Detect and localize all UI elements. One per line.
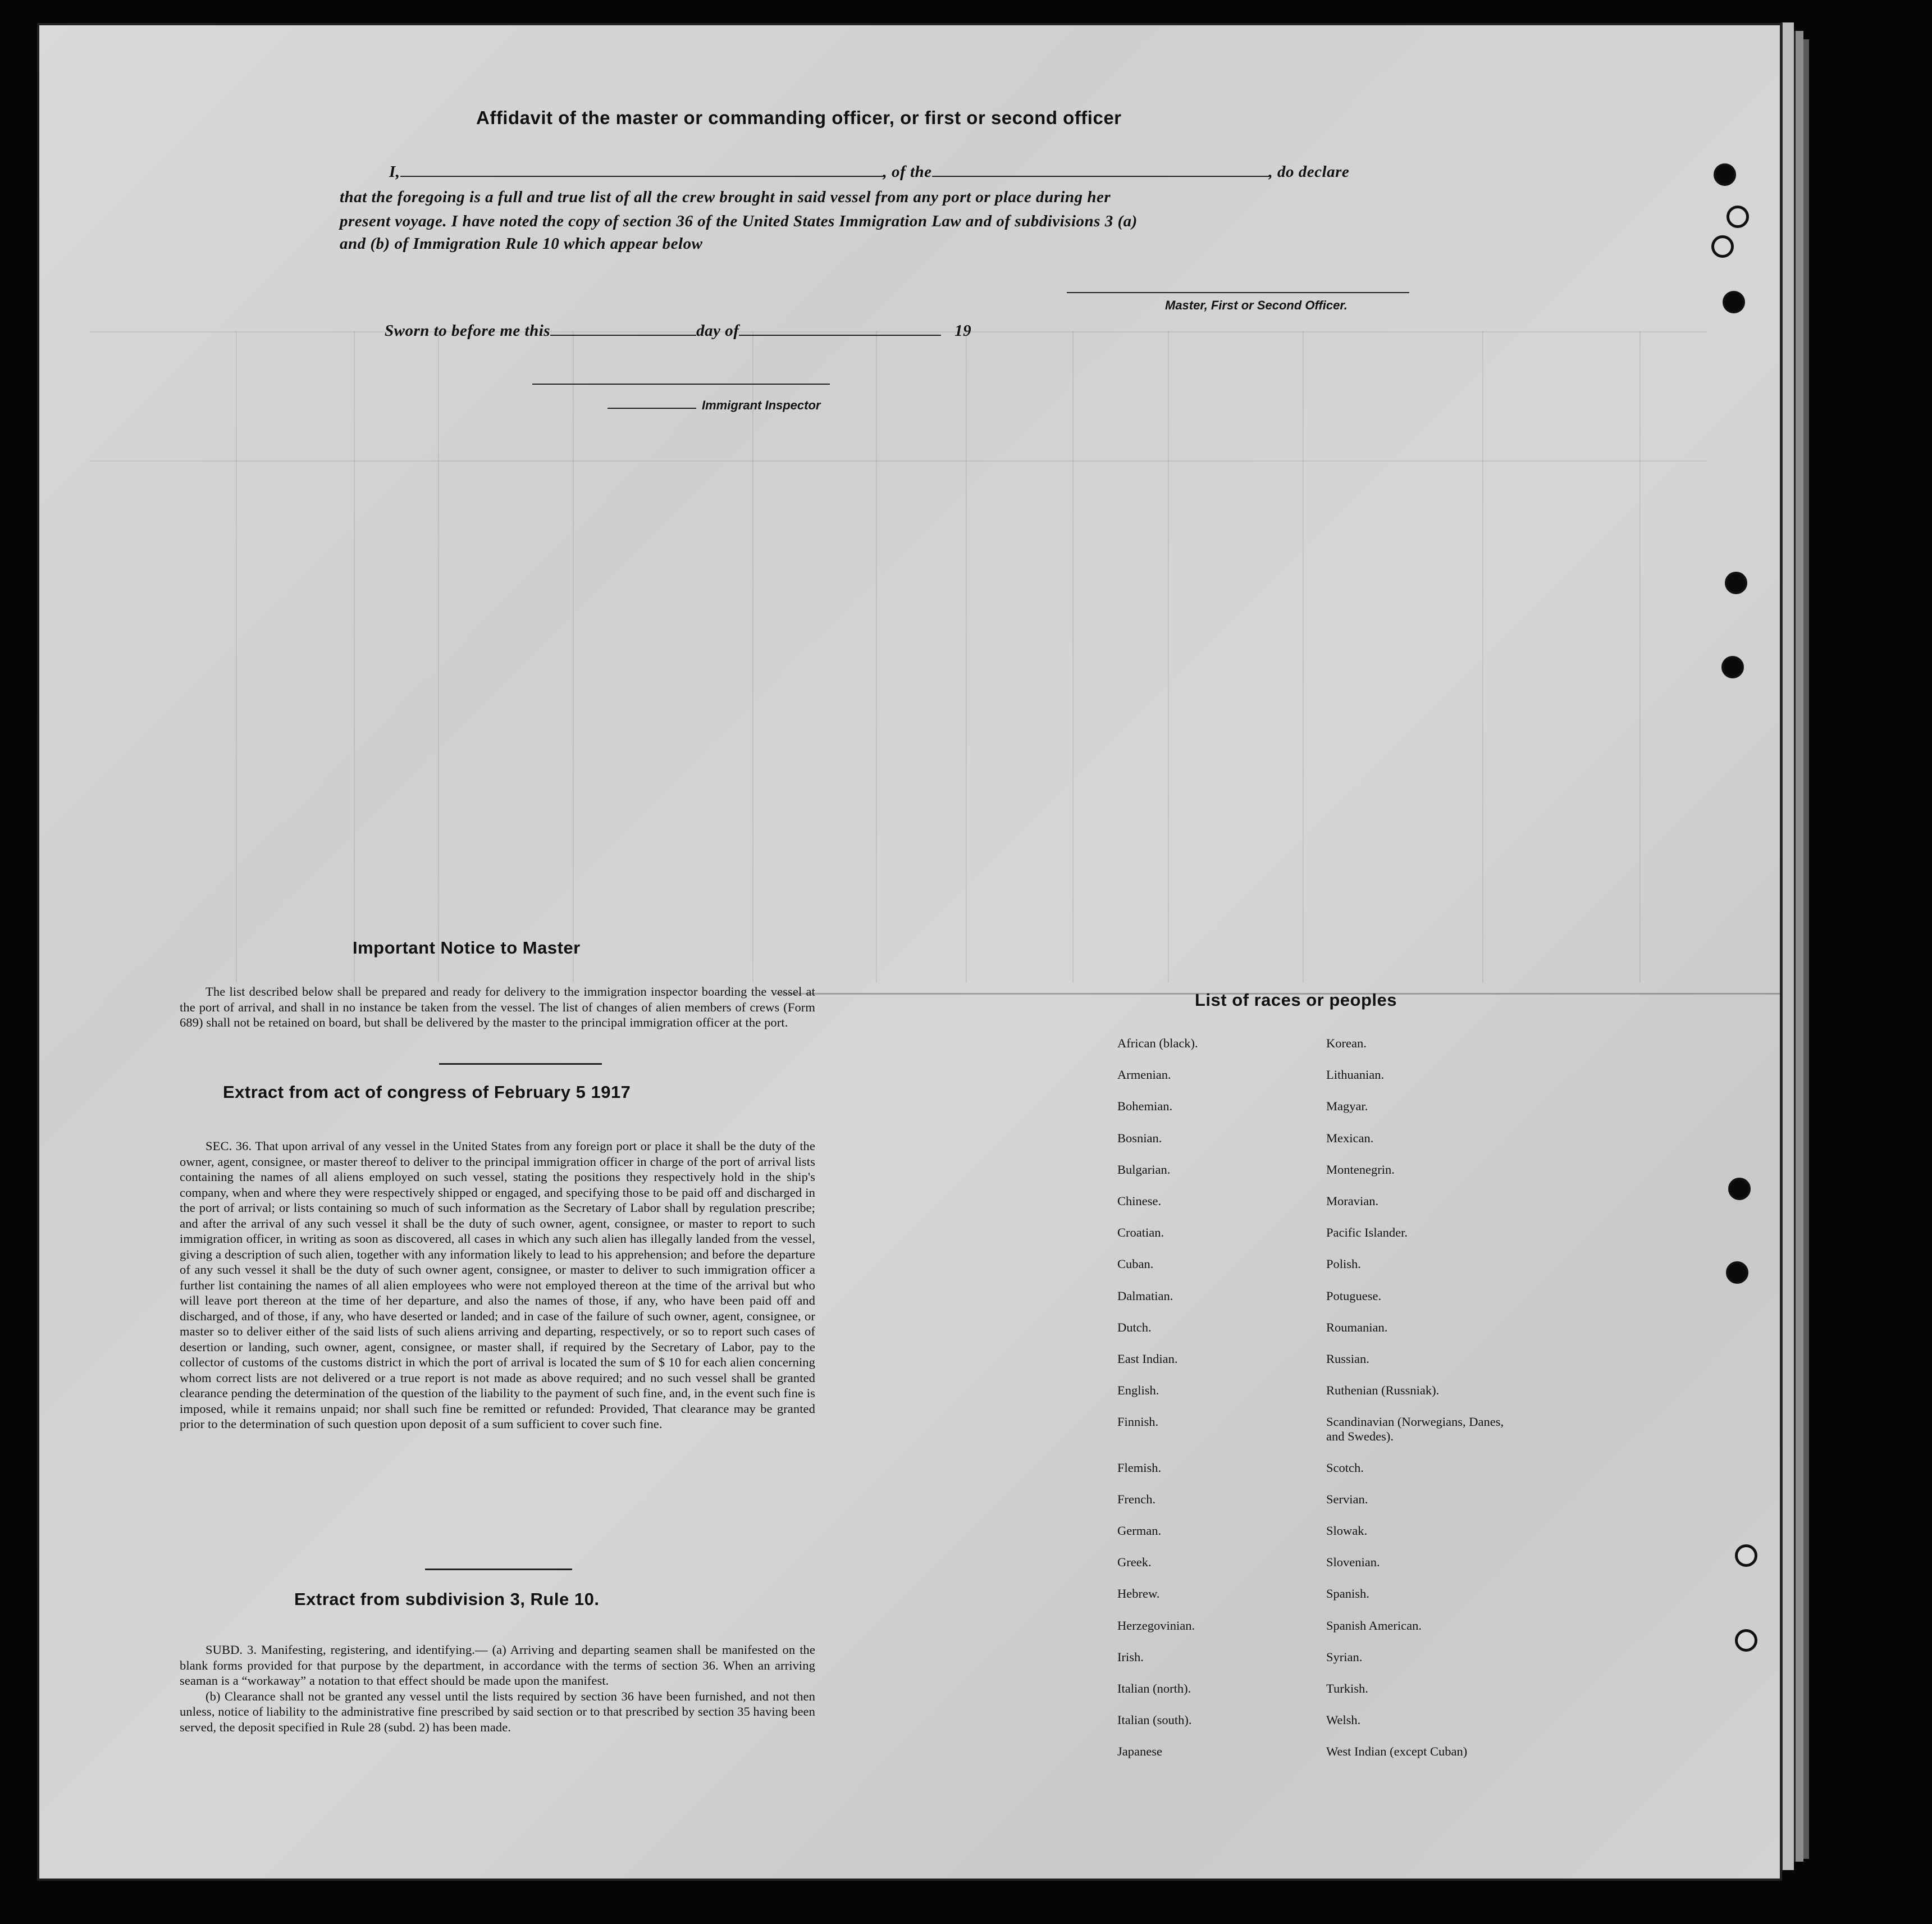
sworn-month-blank[interactable] <box>739 322 941 336</box>
race-item: Japanese <box>1117 1744 1162 1759</box>
race-item: Greek. <box>1117 1555 1152 1570</box>
race-item: Irish. <box>1117 1649 1144 1664</box>
affidavit-declare: , do declare <box>1268 163 1350 181</box>
act-extract-title: Extract from act of congress of February 5 1917 <box>223 1082 631 1102</box>
race-item: East Indian. <box>1117 1352 1178 1366</box>
race-item: Roumanian. <box>1326 1320 1388 1334</box>
affidavit-text-line: that the foregoing is a full and true list of all the crew brought in said vessel from any port or place during her <box>340 188 1111 206</box>
race-item: Ruthenian (Russniak). <box>1326 1383 1440 1398</box>
bleed-through-grid <box>90 331 1707 983</box>
master-signature-line[interactable] <box>1067 292 1409 293</box>
race-item: Moravian. <box>1326 1194 1379 1208</box>
race-item: Turkish. <box>1326 1681 1368 1695</box>
race-item: Finnish. <box>1117 1415 1159 1429</box>
rule-subd-b: (b) Clearance shall not be granted any vessel until the lists required by section 36 have been furnished, and not then unless, notice of liability to the administrative fine prescribed by said section or to that prescribed by section 35 having been served, the deposit specified in Rule 28 (subd. 2) has been made. <box>180 1689 815 1734</box>
race-item: Bosnian. <box>1117 1130 1162 1145</box>
inspector-signature-line[interactable] <box>608 408 696 409</box>
race-item: Korean. <box>1326 1036 1367 1050</box>
race-item: Herzegovinian. <box>1117 1618 1195 1633</box>
binder-hole <box>1726 1261 1748 1284</box>
affidavit-text-line: present voyage. I have noted the copy of section 36 of the United States Immigration Law and of subdivisions 3 (a) <box>340 212 1138 230</box>
race-item: African (black). <box>1117 1036 1198 1050</box>
vessel-blank[interactable] <box>932 163 1269 177</box>
section-divider <box>439 1063 602 1065</box>
race-item: Polish. <box>1326 1257 1361 1271</box>
sworn-prefix: Sworn to before me this <box>385 322 551 340</box>
race-item: Armenian. <box>1117 1068 1171 1082</box>
affidavit-of-the: , of the <box>883 163 932 181</box>
race-item: Bohemian. <box>1117 1099 1173 1114</box>
race-item: Italian (south). <box>1117 1713 1192 1727</box>
race-item: Pacific Islander. <box>1326 1225 1408 1240</box>
race-item: Slovenian. <box>1326 1555 1380 1570</box>
sworn-day-of: day of <box>696 322 739 340</box>
notice-title: Important Notice to Master <box>353 938 581 958</box>
rule-extract-title: Extract from subdivision 3, Rule 10. <box>294 1589 600 1609</box>
race-item: Scandinavian (Norwegians, Danes, and Swedes). <box>1326 1415 1504 1444</box>
race-item: Flemish. <box>1117 1460 1162 1475</box>
race-item: Syrian. <box>1326 1649 1363 1664</box>
race-item: Italian (north). <box>1117 1681 1191 1695</box>
race-item: German. <box>1117 1524 1162 1538</box>
page-edge <box>1803 39 1809 1859</box>
race-item: Scotch. <box>1326 1460 1364 1475</box>
race-item: Slowak. <box>1326 1524 1368 1538</box>
race-item: Dalmatian. <box>1117 1288 1173 1303</box>
name-blank[interactable] <box>400 163 883 177</box>
race-item: French. <box>1117 1492 1156 1506</box>
inspector-signature-label: Immigrant Inspector <box>702 398 821 412</box>
inspector-signature-line[interactable] <box>532 384 830 385</box>
race-item: Cuban. <box>1117 1257 1154 1271</box>
binder-hole <box>1723 291 1745 313</box>
race-item: Servian. <box>1326 1492 1368 1506</box>
binder-hole <box>1714 163 1736 186</box>
affidavit-i: I, <box>389 163 400 181</box>
binder-hole <box>1727 206 1749 228</box>
sworn-day-blank[interactable] <box>550 322 696 336</box>
race-item: Bulgarian. <box>1117 1162 1171 1177</box>
sworn-year: 19 <box>954 322 972 340</box>
affidavit-text-line: and (b) of Immigration Rule 10 which appear below <box>340 235 703 253</box>
race-item: Spanish American. <box>1326 1618 1422 1633</box>
section-divider <box>425 1569 572 1570</box>
affidavit-title: Affidavit of the master or commanding officer, or first or second officer <box>476 107 1122 128</box>
race-item: Hebrew. <box>1117 1586 1160 1601</box>
race-item: West Indian (except Cuban) <box>1326 1744 1468 1759</box>
page-edge <box>1794 31 1803 1862</box>
affidavit-declaration-line <box>389 163 1349 181</box>
binder-hole <box>1728 1178 1751 1200</box>
race-item: Mexican. <box>1326 1130 1374 1145</box>
race-item: Croatian. <box>1117 1225 1164 1240</box>
races-title: List of races or peoples <box>1195 990 1397 1010</box>
notice-paragraph: The list described below shall be prepared and ready for delivery to the immigration inspector boarding the vessel at the port of arrival, and shall in no instance be taken from the vessel. The list of changes of alien members of crews (Form 689) shall not be retained on board, but shall be delivered by the master to the principal immigration officer at the port. <box>180 984 815 1029</box>
race-item: Magyar. <box>1326 1099 1368 1114</box>
rule-subd-a: SUBD. 3. Manifesting, registering, and identifying.— (a) Arriving and departing seamen shall be manifested on the blank forms provided for that purpose by the department, in accordance with the terms of section 36. When an arriving seaman is a “workaway” a notation to that effect should be made upon the manifest. <box>180 1643 815 1688</box>
rule-extract-text <box>180 1642 815 1735</box>
binder-hole <box>1711 235 1734 258</box>
binder-hole <box>1725 572 1747 594</box>
page-edge <box>1781 22 1794 1870</box>
race-item: Spanish. <box>1326 1586 1369 1601</box>
race-item: Lithuanian. <box>1326 1068 1385 1082</box>
sworn-line <box>385 322 971 340</box>
binder-hole <box>1735 1629 1757 1652</box>
race-item: Potuguese. <box>1326 1288 1382 1303</box>
race-item: Dutch. <box>1117 1320 1152 1334</box>
race-item: Chinese. <box>1117 1194 1162 1208</box>
binder-hole <box>1721 656 1744 678</box>
race-item: Welsh. <box>1326 1713 1361 1727</box>
race-item: English. <box>1117 1383 1159 1398</box>
notice-text <box>180 984 815 1031</box>
binder-hole <box>1735 1544 1757 1567</box>
act-paragraph: SEC. 36. That upon arrival of any vessel in the United States from any foreign port or place it shall be the duty of the owner, agent, consignee, or master thereof to deliver to the principal immigration officer in charge of the port of arrival lists containing the names of all aliens employed on such vessel, stating the positions they respectively hold in the ship's company, when and where they were respectively shipped or engaged, and specifying those to be paid off and discharged in the port of arrival; or lists containing so much of such information as the Secretary of Labor shall by regulation prescribe; and after the arrival of any such vessel it shall be the duty of such owner, agent, consignee, or master to report to such immigration officer, in writing as soon as discovered, all cases in which any such alien has illegally landed from the vessel, giving a description of such alien, together with any information likely to lead to his apprehension; and before the departure of any such vessel it shall be the duty of such owner agent, consignee, or master to deliver to such immigration officer a further list containing the names of all alien employees who were not employed thereon at the time of the arrival but who will leave port thereon at the time of her departure, and also the names of those, if any, who have been paid off and discharged, and of those, if any, who have deserted or landed; and in case of the failure of such owner, agent, consignee, or master so to deliver either of the said lists of such aliens arriving and departing, respectively, or so to report such cases of desertion or landing, such owner, agent, consignee, or master shall, if required by the Secretary of Labor, pay to the collector of customs of the customs district in which the port of arrival is located the sum of $ 10 for each alien concerning whom correct lists are not delivered or a true report is not made as above required; and no such vessel shall be granted clearance pending the determination of the question of the liability to the payment of such fine, and, in the event such fine is imposed, while it remains unpaid; nor shall such fine be remitted or refunded: Provided, That clearance may be granted prior to the determination of such question upon deposit of a sum sufficient to cover such fine. <box>180 1139 815 1431</box>
race-item: Russian. <box>1326 1352 1369 1366</box>
race-item: Montenegrin. <box>1326 1162 1395 1177</box>
master-signature-label: Master, First or Second Officer. <box>1165 298 1348 312</box>
act-extract-text <box>180 1138 815 1432</box>
